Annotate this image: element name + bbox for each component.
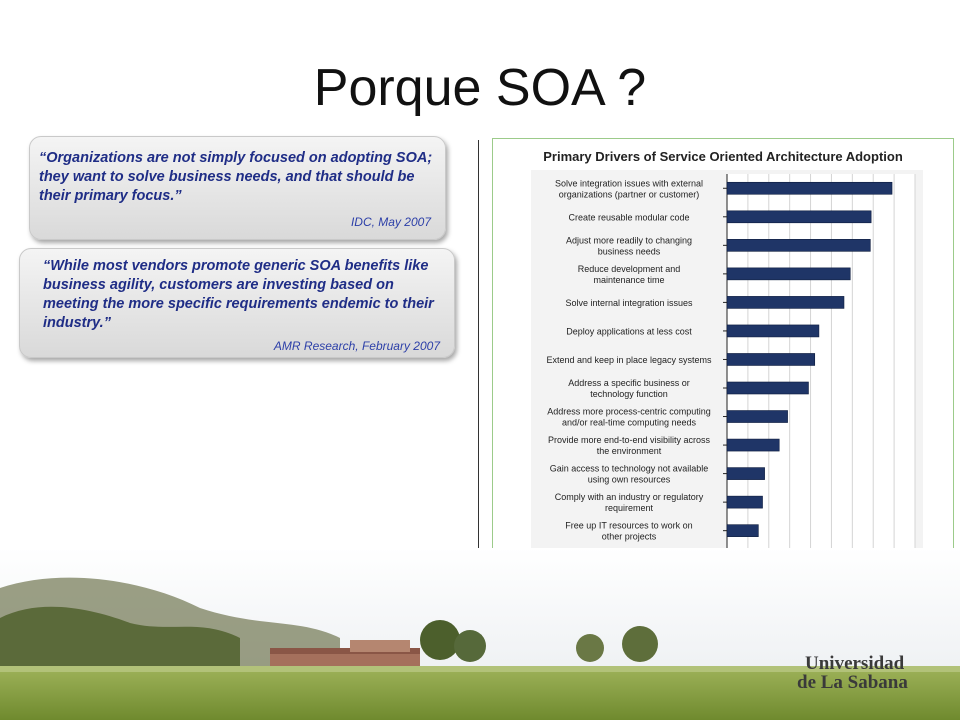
- quote-source: AMR Research, February 2007: [273, 339, 440, 353]
- category-label: Adjust more readily to changing business needs: [565, 235, 693, 257]
- bar: [727, 353, 815, 365]
- category-label: Free up IT resources to work on other projects: [565, 520, 693, 542]
- bar: [727, 268, 850, 280]
- bar: [727, 439, 779, 451]
- slide-title: Porque SOA ?: [313, 59, 647, 117]
- quote-box-amr: [19, 248, 455, 358]
- bar: [727, 182, 892, 194]
- logo-line-2: de La Sabana: [797, 672, 908, 693]
- category-label: Reduce development and maintenance time: [577, 263, 681, 285]
- category-label: Provide more end-to-end visibility across the environment: [547, 435, 711, 457]
- bar: [727, 496, 763, 508]
- category-label: Extend and keep in place legacy systems: [546, 354, 712, 365]
- bar: [727, 525, 758, 537]
- bar: [727, 296, 844, 308]
- bar: [727, 468, 765, 480]
- quote-text: “While most vendors promote generic SOA benefits like business agility, customers are investing based on meeting the more specific requirements endemic to their industry.”: [43, 258, 434, 331]
- university-logo: [797, 654, 908, 692]
- category-label: Address more process-centric computing and/or real-time computing needs: [547, 406, 711, 428]
- bar: [727, 211, 871, 223]
- bar: [727, 411, 788, 423]
- quote-box-idc: [29, 136, 446, 240]
- bar: [727, 239, 870, 251]
- logo-line-1: Universidad: [805, 653, 905, 674]
- category-label: Solve internal integration issues: [565, 297, 693, 308]
- quote-text: “Organizations are not simply focused on adopting SOA; they want to solve business needs, and that should be their primary focus.”: [39, 150, 433, 204]
- quote-source: IDC, May 2007: [350, 215, 431, 229]
- category-label: Comply with an industry or regulatory requirement: [554, 492, 704, 514]
- category-label: Address a specific business or technology function: [568, 378, 690, 399]
- category-label: Deploy applications at less cost: [566, 326, 692, 337]
- campus-landscape: [0, 548, 960, 720]
- campus-landscape-image: [0, 548, 960, 720]
- category-label: Create reusable modular code: [568, 212, 690, 223]
- chart-title: Primary Drivers of Service Oriented Architecture Adoption: [543, 149, 903, 164]
- bar: [727, 382, 808, 394]
- category-label: Solve integration issues with external organizations (partner or customer): [554, 178, 704, 200]
- bar: [727, 325, 819, 337]
- category-label: Gain access to technology not available using own resources: [549, 463, 709, 485]
